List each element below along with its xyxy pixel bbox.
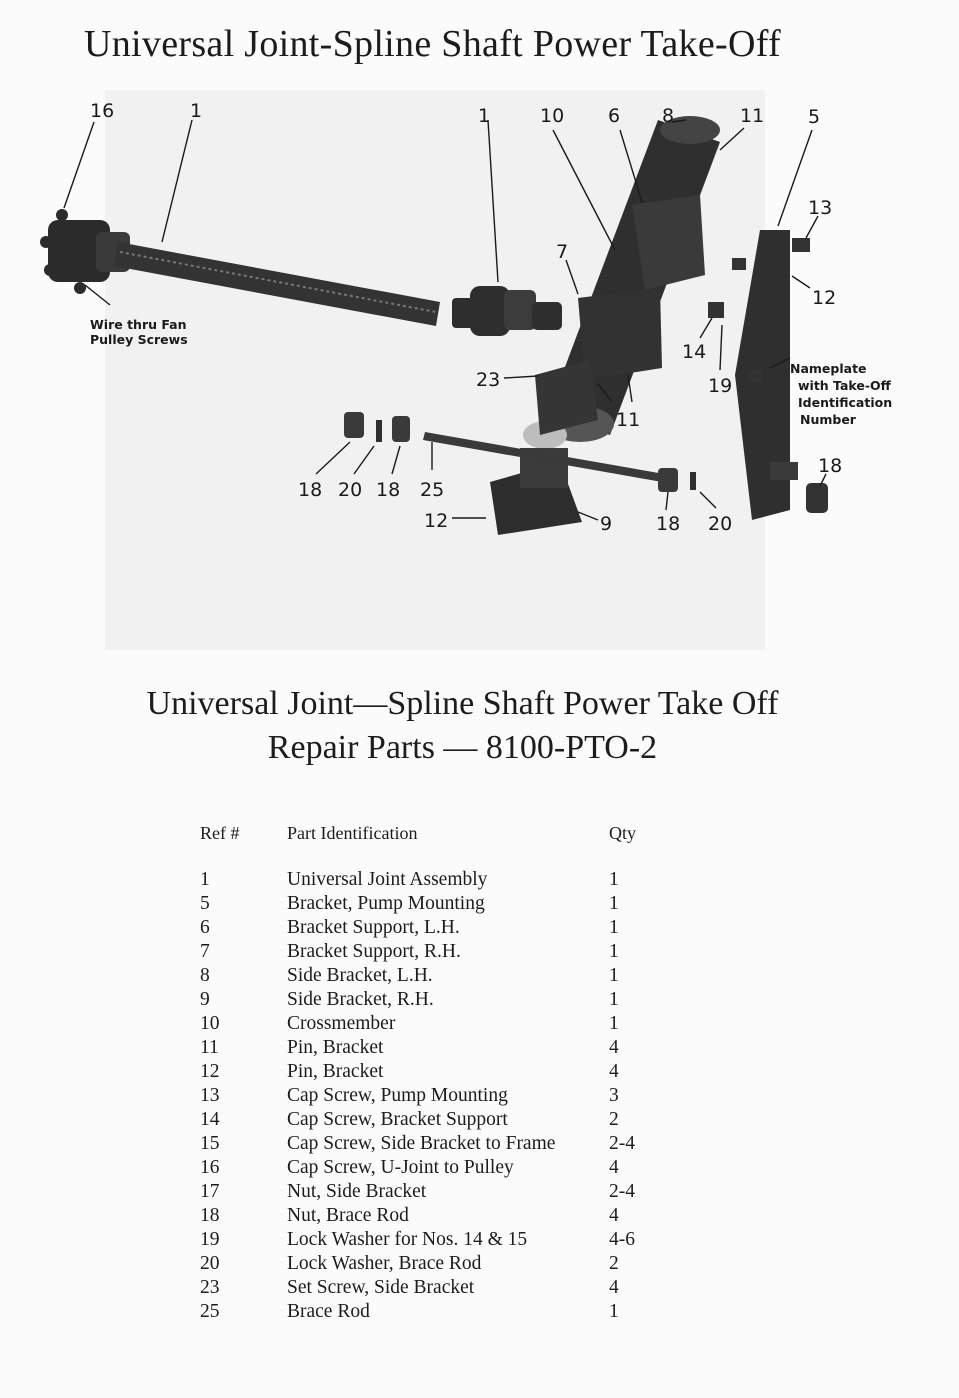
note-nameplate-line-4: Number [800, 412, 856, 427]
row-ref: 14 [200, 1109, 220, 1130]
callout-12: 12 [812, 287, 837, 309]
row-ref: 9 [200, 989, 210, 1010]
parts-table-header [200, 818, 669, 848]
row-qty: 4 [609, 1205, 619, 1226]
callout-23: 23 [476, 369, 501, 391]
row-ref: 11 [200, 1037, 219, 1058]
note-nameplate-line-2: with Take-Off [798, 378, 891, 393]
row-ref: 18 [200, 1205, 220, 1226]
row-ref: 5 [200, 893, 210, 914]
row-part: Lock Washer for Nos. 14 & 15 [287, 1229, 528, 1250]
row-part: Cap Screw, Side Bracket to Frame [287, 1133, 556, 1154]
note-wire-line-1: Wire thru Fan [90, 317, 187, 332]
callout-19: 19 [708, 375, 733, 397]
note-nameplate [790, 361, 892, 427]
callout-13: 13 [808, 197, 833, 219]
table-row [200, 1252, 669, 1276]
row-qty: 1 [609, 1301, 619, 1322]
callout-18-second: 18 [376, 479, 401, 501]
table-row [200, 1060, 669, 1084]
repair-heading-line-2: Repair Parts — 8100-PTO-2 [267, 729, 658, 766]
header-ref: Ref # [200, 822, 240, 843]
callout-25: 25 [420, 479, 445, 501]
table-row [200, 1228, 669, 1252]
row-ref: 8 [200, 965, 210, 986]
table-row [200, 1084, 669, 1108]
row-qty: 4 [609, 1157, 619, 1178]
table-row [200, 1108, 669, 1132]
callout-9: 9 [600, 513, 613, 535]
row-qty: 2 [609, 1253, 619, 1274]
table-row [200, 1132, 669, 1156]
callout-11-second: 11 [616, 409, 641, 431]
callout-14: 14 [682, 341, 707, 363]
table-row [200, 1012, 669, 1036]
row-ref: 25 [200, 1301, 220, 1322]
note-nameplate-line-3: Identification [798, 395, 893, 410]
note-wire [90, 317, 188, 347]
callout-11: 11 [740, 105, 765, 127]
parts-table-body [200, 848, 669, 1324]
row-qty: 1 [609, 965, 619, 986]
callout-10: 10 [540, 105, 565, 127]
table-row [200, 1156, 669, 1180]
row-qty: 1 [609, 893, 619, 914]
row-qty: 4 [609, 1037, 619, 1058]
row-part: Pin, Bracket [287, 1037, 384, 1058]
table-spacer [200, 848, 669, 868]
table-row [200, 916, 669, 940]
row-part: Side Bracket, L.H. [287, 965, 433, 986]
row-part: Side Bracket, R.H. [287, 989, 434, 1010]
table-row [200, 1276, 669, 1300]
row-qty: 1 [609, 941, 619, 962]
row-qty: 2 [609, 1109, 619, 1130]
row-part: Lock Washer, Brace Rod [287, 1253, 482, 1274]
callout-18-third: 18 [656, 513, 681, 535]
row-qty: 4 [609, 1061, 619, 1082]
row-ref: 16 [200, 1157, 220, 1178]
row-part: Nut, Side Bracket [287, 1181, 427, 1202]
row-part: Bracket, Pump Mounting [287, 893, 485, 914]
table-row [200, 1180, 669, 1204]
row-ref: 12 [200, 1061, 220, 1082]
row-ref: 6 [200, 917, 210, 938]
callout-20-second: 20 [708, 513, 733, 535]
callout-18: 18 [298, 479, 323, 501]
row-part: Set Screw, Side Bracket [287, 1277, 475, 1298]
callout-6: 6 [608, 105, 621, 127]
callout-20: 20 [338, 479, 363, 501]
table-row [200, 1036, 669, 1060]
row-qty: 1 [609, 989, 619, 1010]
row-part: Universal Joint Assembly [287, 869, 488, 890]
row-qty: 1 [609, 917, 619, 938]
page-title: Universal Joint-Spline Shaft Power Take-Off [84, 23, 781, 65]
row-ref: 17 [200, 1181, 220, 1202]
header-qty: Qty [609, 822, 636, 843]
row-qty: 2-4 [609, 1133, 635, 1154]
table-row [200, 988, 669, 1012]
callout-1: 1 [190, 100, 203, 122]
table-row [200, 940, 669, 964]
callout-5: 5 [808, 106, 821, 128]
exploded-parts-diagram [0, 90, 959, 650]
header-part: Part Identification [287, 822, 418, 843]
table-row [200, 964, 669, 988]
callout-12-second: 12 [424, 510, 449, 532]
row-part: Pin, Bracket [287, 1061, 384, 1082]
repair-heading-line-1: Universal Joint—Spline Shaft Power Take Off [146, 685, 779, 722]
row-ref: 7 [200, 941, 210, 962]
note-nameplate-line-1: Nameplate [790, 361, 867, 376]
row-ref: 15 [200, 1133, 220, 1154]
row-qty: 1 [609, 1013, 619, 1034]
callout-7: 7 [556, 241, 569, 263]
table-row [200, 1204, 669, 1228]
row-part: Cap Screw, U-Joint to Pulley [287, 1157, 514, 1178]
row-part: Bracket Support, R.H. [287, 941, 461, 962]
side-bracket-lh [632, 195, 705, 290]
row-part: Crossmember [287, 1013, 396, 1034]
row-part: Brace Rod [287, 1301, 370, 1322]
row-ref: 19 [200, 1229, 220, 1250]
row-ref: 10 [200, 1013, 220, 1034]
table-row [200, 1300, 669, 1324]
callout-18-fourth: 18 [818, 455, 843, 477]
row-ref: 20 [200, 1253, 220, 1274]
row-qty: 4 [609, 1277, 619, 1298]
row-ref: 23 [200, 1277, 220, 1298]
row-qty: 1 [609, 869, 619, 890]
callout-16: 16 [90, 100, 115, 122]
repair-parts-heading [0, 682, 925, 770]
row-part: Nut, Brace Rod [287, 1205, 409, 1226]
row-part: Bracket Support, L.H. [287, 917, 460, 938]
note-wire-line-2: Pulley Screws [90, 332, 188, 347]
table-row [200, 892, 669, 916]
callout-8: 8 [662, 105, 675, 127]
row-qty: 2-4 [609, 1181, 635, 1202]
row-qty: 3 [609, 1085, 619, 1106]
row-ref: 13 [200, 1085, 220, 1106]
row-qty: 4-6 [609, 1229, 635, 1250]
callout-1-second: 1 [478, 105, 491, 127]
parts-table [200, 818, 669, 1324]
row-part: Cap Screw, Pump Mounting [287, 1085, 508, 1106]
row-ref: 1 [200, 869, 210, 890]
row-part: Cap Screw, Bracket Support [287, 1109, 508, 1130]
table-row [200, 868, 669, 892]
